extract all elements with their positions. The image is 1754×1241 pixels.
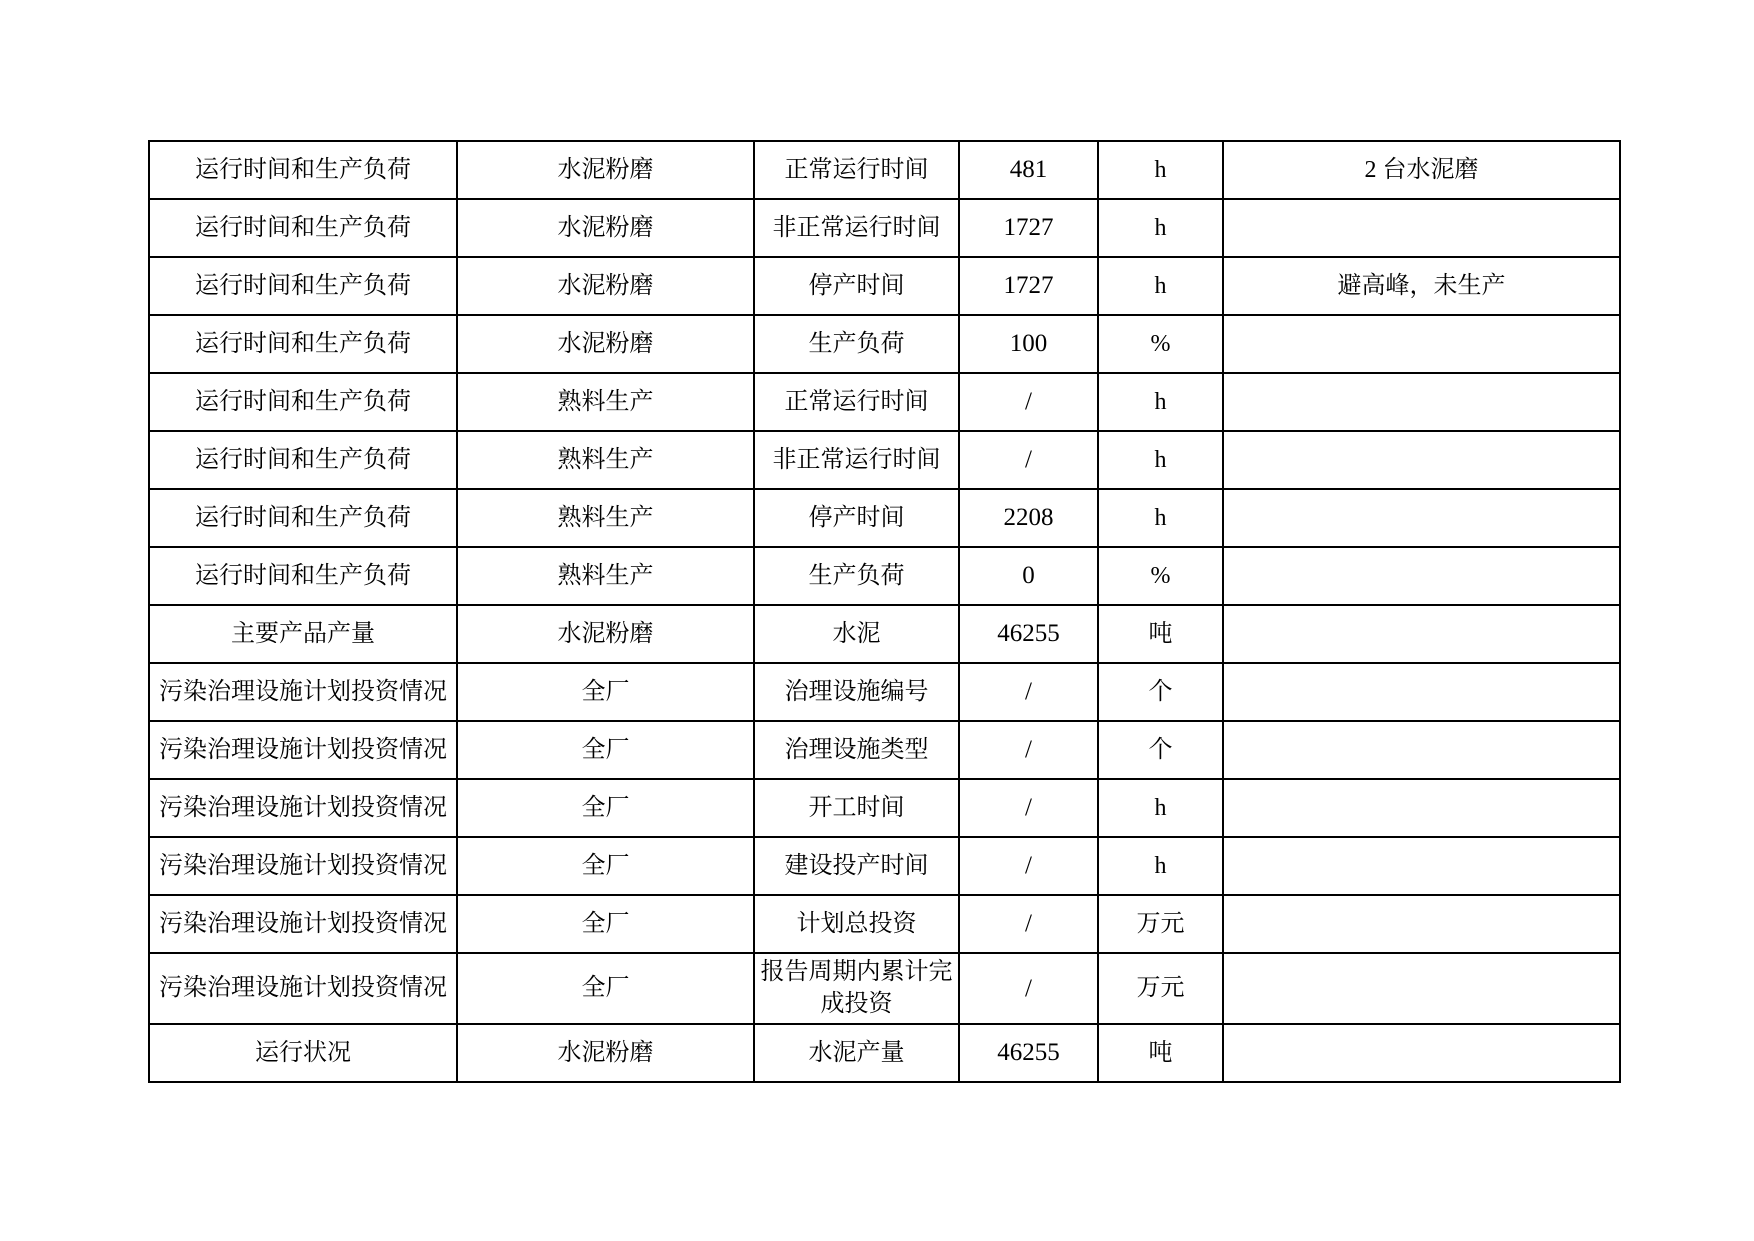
cell-item: 停产时间 <box>754 489 959 547</box>
cell-facility: 水泥粉磨 <box>457 1024 754 1082</box>
production-report-table <box>148 140 1621 1083</box>
table-row <box>149 779 1620 837</box>
cell-item: 治理设施编号 <box>754 663 959 721</box>
cell-remark <box>1223 605 1620 663</box>
cell-item: 水泥产量 <box>754 1024 959 1082</box>
table-row <box>149 257 1620 315</box>
cell-remark <box>1223 315 1620 373</box>
cell-value: 0 <box>959 547 1098 605</box>
cell-unit: 吨 <box>1098 605 1223 663</box>
table-row <box>149 953 1620 1024</box>
cell-facility: 全厂 <box>457 663 754 721</box>
table-row <box>149 837 1620 895</box>
cell-remark <box>1223 953 1620 1024</box>
cell-facility: 熟料生产 <box>457 373 754 431</box>
cell-item: 计划总投资 <box>754 895 959 953</box>
cell-facility: 水泥粉磨 <box>457 257 754 315</box>
cell-item: 生产负荷 <box>754 547 959 605</box>
cell-remark <box>1223 721 1620 779</box>
cell-unit: 个 <box>1098 663 1223 721</box>
cell-category: 运行时间和生产负荷 <box>149 315 457 373</box>
cell-remark <box>1223 837 1620 895</box>
cell-item: 治理设施类型 <box>754 721 959 779</box>
cell-item: 非正常运行时间 <box>754 199 959 257</box>
cell-facility: 全厂 <box>457 953 754 1024</box>
cell-category: 污染治理设施计划投资情况 <box>149 895 457 953</box>
cell-category: 污染治理设施计划投资情况 <box>149 779 457 837</box>
table-row <box>149 373 1620 431</box>
cell-facility: 水泥粉磨 <box>457 315 754 373</box>
table-row <box>149 721 1620 779</box>
cell-item: 水泥 <box>754 605 959 663</box>
cell-unit: h <box>1098 837 1223 895</box>
cell-remark: 2 台水泥磨 <box>1223 141 1620 199</box>
cell-unit: % <box>1098 315 1223 373</box>
cell-category: 运行时间和生产负荷 <box>149 373 457 431</box>
cell-remark: 避高峰，未生产 <box>1223 257 1620 315</box>
cell-remark <box>1223 1024 1620 1082</box>
cell-facility: 熟料生产 <box>457 547 754 605</box>
table-row <box>149 199 1620 257</box>
cell-remark <box>1223 373 1620 431</box>
cell-facility: 水泥粉磨 <box>457 141 754 199</box>
cell-facility: 全厂 <box>457 837 754 895</box>
cell-item: 正常运行时间 <box>754 373 959 431</box>
cell-value: / <box>959 953 1098 1024</box>
cell-facility: 熟料生产 <box>457 431 754 489</box>
cell-value: 100 <box>959 315 1098 373</box>
cell-value: / <box>959 721 1098 779</box>
table-row <box>149 489 1620 547</box>
cell-category: 污染治理设施计划投资情况 <box>149 953 457 1024</box>
cell-facility: 熟料生产 <box>457 489 754 547</box>
cell-value: / <box>959 837 1098 895</box>
cell-facility: 全厂 <box>457 721 754 779</box>
cell-facility: 全厂 <box>457 895 754 953</box>
cell-unit: % <box>1098 547 1223 605</box>
cell-category: 运行时间和生产负荷 <box>149 489 457 547</box>
cell-remark <box>1223 199 1620 257</box>
cell-category: 运行时间和生产负荷 <box>149 547 457 605</box>
cell-category: 污染治理设施计划投资情况 <box>149 721 457 779</box>
cell-value: 1727 <box>959 199 1098 257</box>
cell-facility: 全厂 <box>457 779 754 837</box>
table-row <box>149 315 1620 373</box>
table-row <box>149 663 1620 721</box>
cell-unit: 吨 <box>1098 1024 1223 1082</box>
cell-facility: 水泥粉磨 <box>457 605 754 663</box>
cell-category: 主要产品产量 <box>149 605 457 663</box>
cell-item: 建设投产时间 <box>754 837 959 895</box>
cell-value: / <box>959 895 1098 953</box>
cell-unit: h <box>1098 373 1223 431</box>
cell-category: 污染治理设施计划投资情况 <box>149 663 457 721</box>
cell-remark <box>1223 431 1620 489</box>
cell-category: 运行时间和生产负荷 <box>149 431 457 489</box>
cell-item: 报告周期内累计完成投资 <box>754 953 959 1024</box>
cell-category: 污染治理设施计划投资情况 <box>149 837 457 895</box>
cell-item: 非正常运行时间 <box>754 431 959 489</box>
table-row <box>149 605 1620 663</box>
cell-value: / <box>959 373 1098 431</box>
cell-unit: 万元 <box>1098 953 1223 1024</box>
cell-unit: h <box>1098 199 1223 257</box>
cell-unit: 万元 <box>1098 895 1223 953</box>
table-row <box>149 1024 1620 1082</box>
cell-value: 46255 <box>959 1024 1098 1082</box>
cell-unit: h <box>1098 779 1223 837</box>
cell-item: 开工时间 <box>754 779 959 837</box>
cell-remark <box>1223 779 1620 837</box>
cell-value: 481 <box>959 141 1098 199</box>
cell-value: / <box>959 431 1098 489</box>
table-row <box>149 431 1620 489</box>
cell-item: 生产负荷 <box>754 315 959 373</box>
cell-value: / <box>959 663 1098 721</box>
table-row <box>149 895 1620 953</box>
table-row <box>149 141 1620 199</box>
table-row <box>149 547 1620 605</box>
cell-unit: h <box>1098 141 1223 199</box>
cell-category: 运行时间和生产负荷 <box>149 257 457 315</box>
cell-value: 46255 <box>959 605 1098 663</box>
cell-value: / <box>959 779 1098 837</box>
cell-unit: h <box>1098 489 1223 547</box>
cell-category: 运行时间和生产负荷 <box>149 199 457 257</box>
cell-remark <box>1223 895 1620 953</box>
cell-facility: 水泥粉磨 <box>457 199 754 257</box>
cell-value: 1727 <box>959 257 1098 315</box>
cell-remark <box>1223 547 1620 605</box>
cell-remark <box>1223 489 1620 547</box>
cell-item: 正常运行时间 <box>754 141 959 199</box>
cell-category: 运行状况 <box>149 1024 457 1082</box>
cell-category: 运行时间和生产负荷 <box>149 141 457 199</box>
cell-remark <box>1223 663 1620 721</box>
cell-value: 2208 <box>959 489 1098 547</box>
cell-unit: h <box>1098 431 1223 489</box>
cell-unit: 个 <box>1098 721 1223 779</box>
cell-unit: h <box>1098 257 1223 315</box>
report-table-container <box>148 140 1619 1083</box>
cell-item: 停产时间 <box>754 257 959 315</box>
